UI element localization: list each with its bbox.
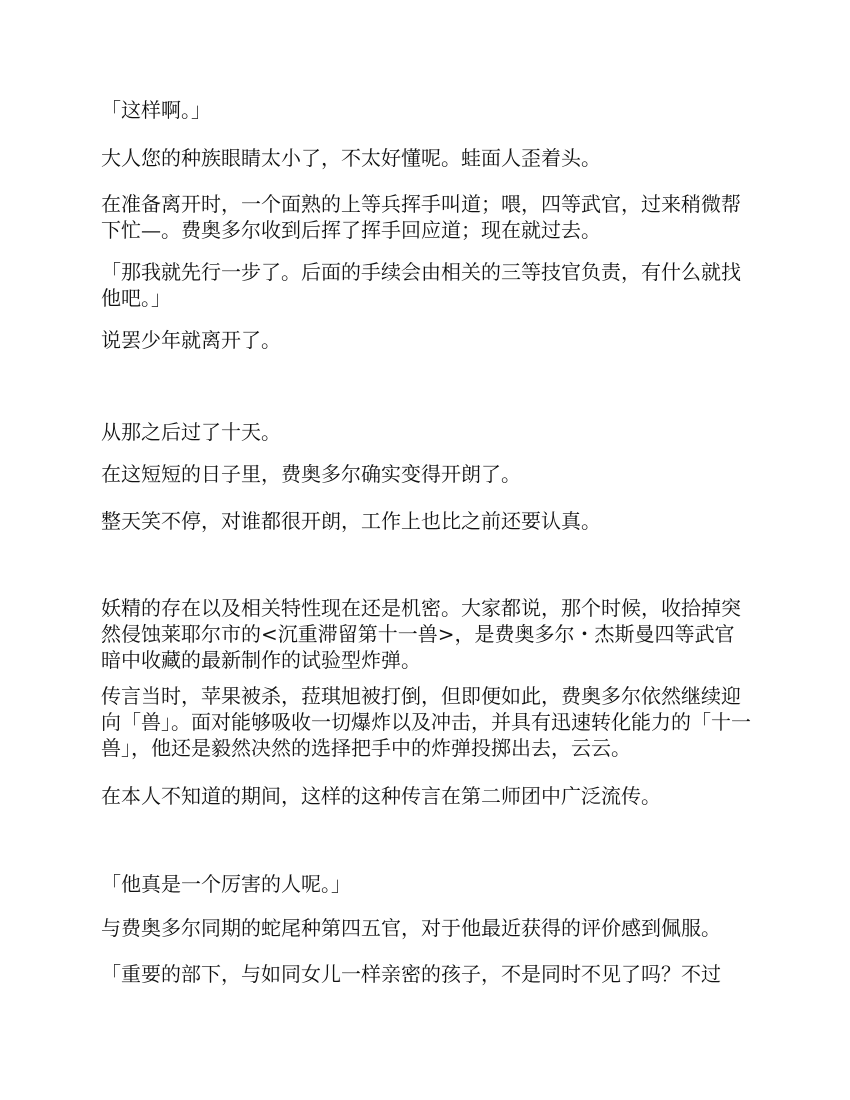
paragraph-9: 妖精的存在以及相关特性现在还是机密。大家都说，那个时候，收拾掉突然侵蚀莱耶尔市的<沉重滞留第十一兽>，是费奥多尔・杰斯曼四等武官暗中收藏的最新制作的试验型炸弹。 bbox=[101, 596, 741, 672]
paragraph-2: 大人您的种族眼睛太小了，不太好懂呢。蛙面人歪着头。 bbox=[101, 146, 601, 170]
paragraph-1: 「这样啊。」 bbox=[101, 98, 211, 122]
paragraph-3: 在准备离开时，一个面熟的上等兵挥手叫道；喂，四等武官，过来稍微帮下忙—。费奥多尔收到后挥了挥手回应道；现在就过去。 bbox=[101, 192, 741, 242]
paragraph-14: 「重要的部下，与如同女儿一样亲密的孩子，不是同时不见了吗？不过 bbox=[101, 962, 721, 986]
paragraph-11: 在本人不知道的期间，这样的这种传言在第二师团中广泛流传。 bbox=[101, 784, 661, 808]
paragraph-10: 传言当时，苹果被杀，菈琪旭被打倒，但即便如此，费奥多尔依然继续迎向「兽」。面对能够吸收一切爆炸以及冲击，并具有迅速转化能力的「十一兽」，他还是毅然决然的选择把手中的炸弹投掷出去，云云。 bbox=[101, 684, 751, 760]
paragraph-4: 「那我就先行一步了。后面的手续会由相关的三等技官负责，有什么就找他吧。」 bbox=[101, 260, 741, 310]
paragraph-7: 在这短短的日子里，费奥多尔确实变得开朗了。 bbox=[101, 462, 521, 486]
paragraph-5: 说罢少年就离开了。 bbox=[101, 328, 281, 352]
paragraph-8: 整天笑不停，对谁都很开朗，工作上也比之前还要认真。 bbox=[101, 509, 601, 533]
paragraph-6: 从那之后过了十天。 bbox=[101, 420, 281, 444]
paragraph-12: 「他真是一个厉害的人呢。」 bbox=[101, 872, 351, 896]
paragraph-13: 与费奥多尔同期的蛇尾种第四五官，对于他最近获得的评价感到佩服。 bbox=[101, 916, 721, 940]
